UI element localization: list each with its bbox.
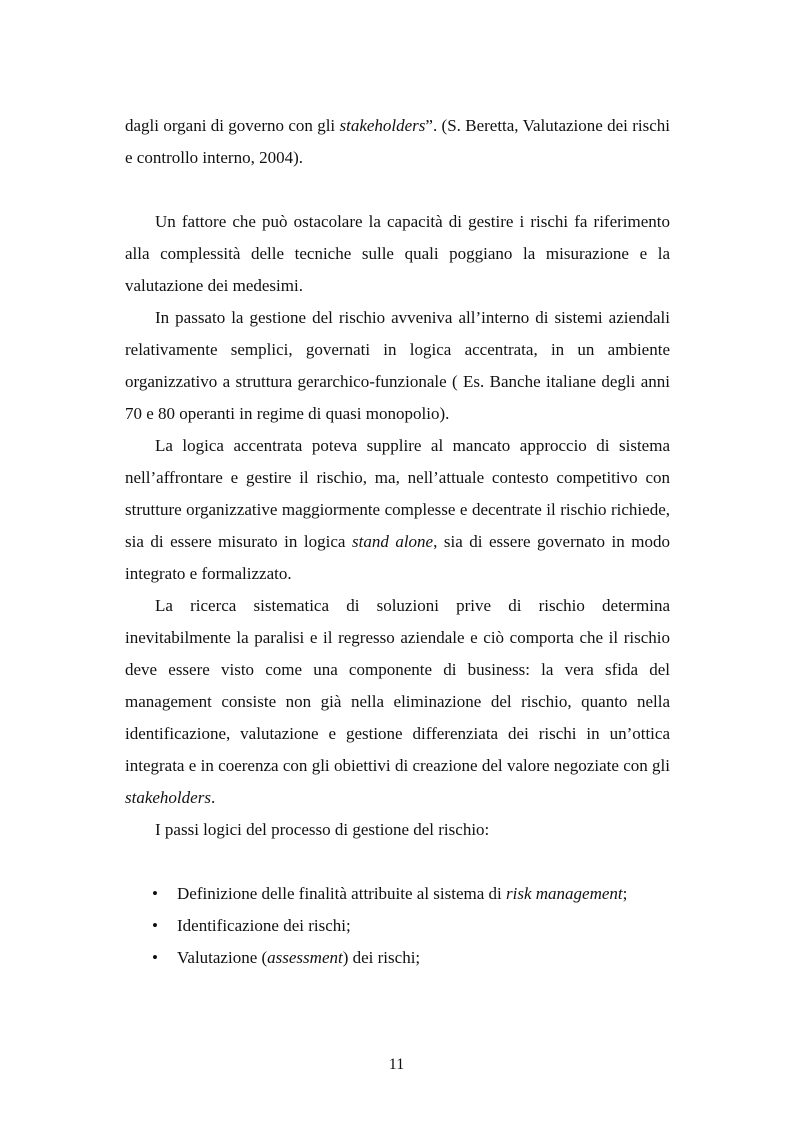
paragraph-text: La ricerca sistematica di soluzioni prive di rischio determina inevitabilmente la paralisi e il regresso aziendale e ciò comporta che il rischio deve essere visto come una componente di business: la vera sfida del management consiste non già nella eliminazione del rischio, quanto nella identificazione, valutazione e gestione differenziata dei rischi in un’ottica integrata e in coerenza con gli obiettivi di creazione del valore negoziate con gli (125, 596, 670, 775)
paragraph-text: dagli organi di governo con gli (125, 116, 340, 135)
italic-term: stakeholders (339, 116, 426, 135)
paragraph-citation-end (125, 110, 670, 174)
list-item-text: ; (622, 884, 628, 903)
paragraph-complexity: Un fattore che può ostacolare la capacità di gestire i rischi fa riferimento alla complessità delle tecniche sulle quali poggiano la misurazione e la valutazione dei medesimi. (125, 212, 670, 295)
list-item-text: ) dei rischi; (342, 948, 421, 967)
bullet-icon: • (152, 884, 158, 903)
paragraph-logical-steps: I passi logici del processo di gestione del rischio: (155, 820, 490, 839)
italic-term: risk management (506, 884, 623, 903)
italic-term: stakeholders (125, 788, 211, 807)
italic-term: assessment (267, 948, 343, 967)
bullet-list (125, 878, 670, 974)
list-item (125, 878, 670, 910)
paragraph-text: La logica accentrata poteva supplire al mancato approccio di sistema nell’affrontare e gestire il rischio, ma, nell’attuale contesto competitivo con strutture organizzative maggiormente complesse e decentrate il rischio richiede, sia di essere misurato in logica (125, 436, 670, 551)
paragraph-text: , sia di essere governato in modo integrato e formalizzato. (125, 532, 671, 583)
paragraph-gap (125, 846, 670, 878)
paragraph-text: . (210, 788, 216, 807)
paragraph-gap (125, 174, 670, 206)
bullet-icon: • (152, 916, 158, 935)
list-item-text: Valutazione ( (177, 948, 268, 967)
list-item-text: Definizione delle finalità attribuite al sistema di (177, 884, 507, 903)
list-item (125, 942, 670, 974)
paragraph-centralized-logic (125, 430, 670, 590)
italic-term: stand alone (351, 532, 434, 551)
page-number: 11 (388, 1056, 405, 1073)
document-body (125, 110, 670, 974)
list-item-text: Identificazione dei rischi; (177, 916, 351, 935)
bullet-icon: • (152, 948, 158, 967)
list-item (125, 910, 670, 942)
paragraph-text: ”. (S. Beretta, Valutazione dei rischi e controllo interno, 2004). (125, 116, 671, 167)
paragraph-past-management: In passato la gestione del rischio avveniva all’interno di sistemi aziendali relativamente semplici, governati in logica accentrata, in un ambiente organizzativo a struttura gerarchico-funzionale ( Es. Banche italiane degli anni 70 e 80 operanti in regime di quasi monopolio). (125, 308, 670, 423)
paragraph-systematic-research (125, 590, 670, 814)
